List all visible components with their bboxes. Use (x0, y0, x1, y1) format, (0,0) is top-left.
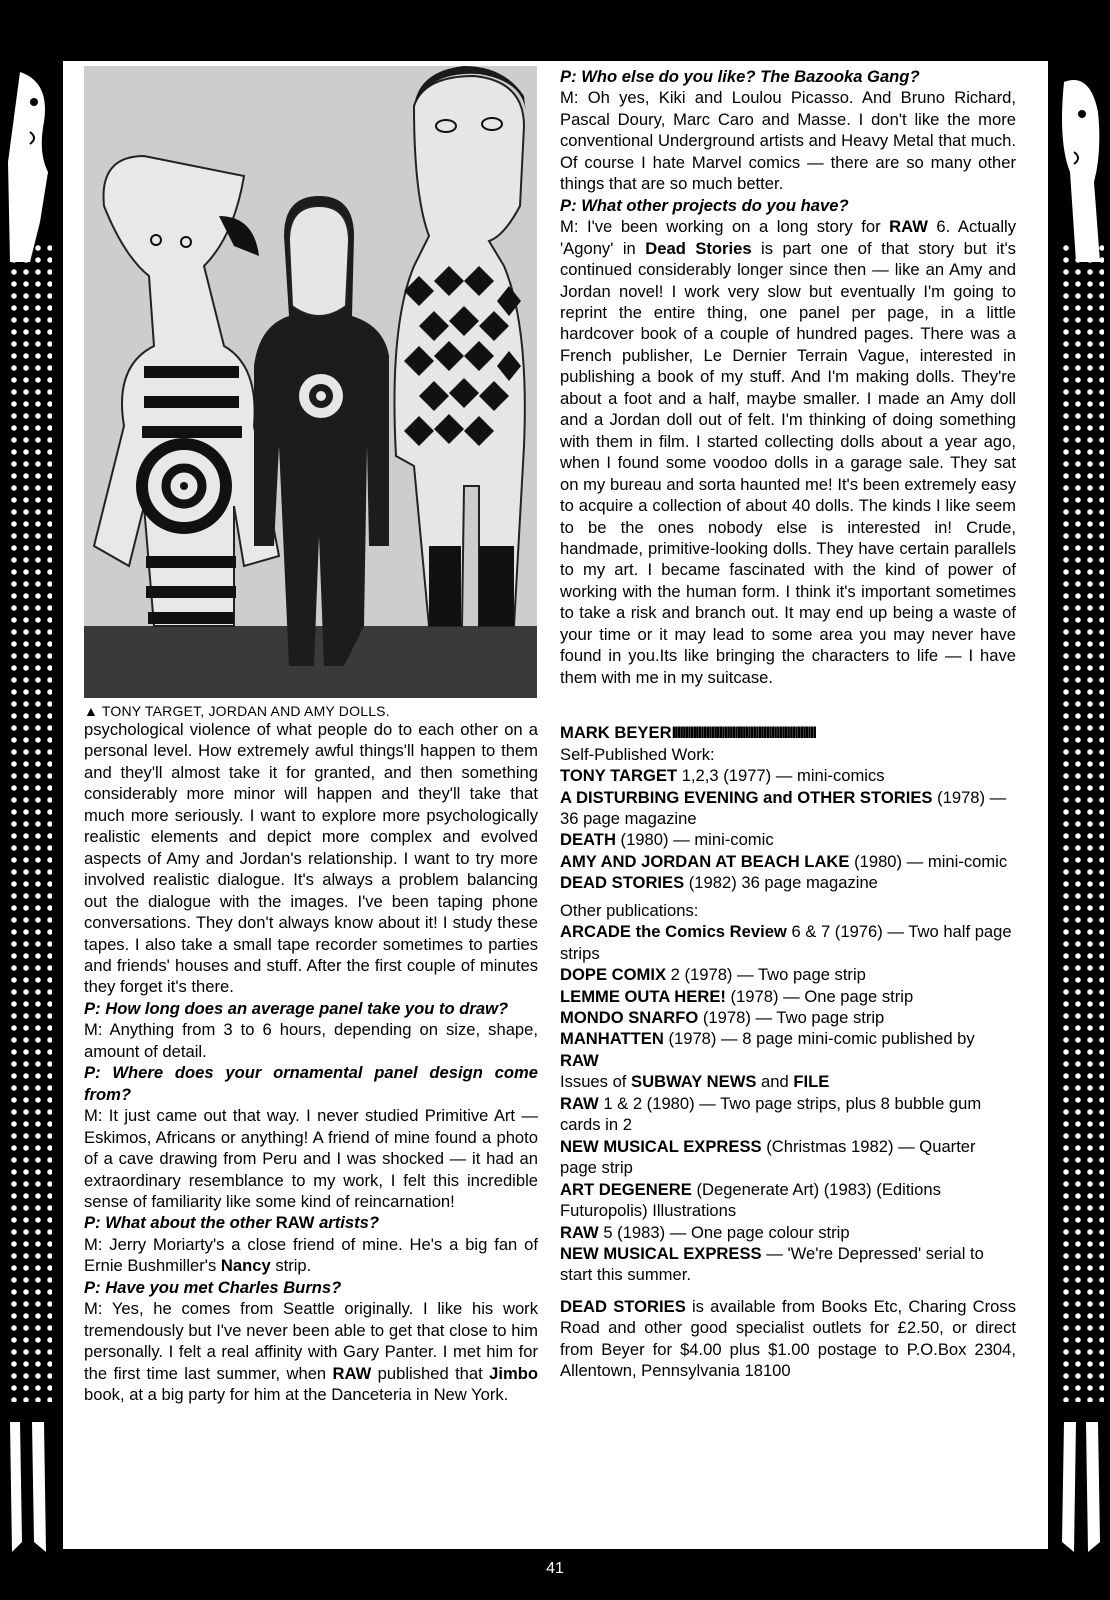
left-decorative-border (0, 62, 60, 1552)
left-column-text (84, 719, 538, 1406)
interview-answer: M: It just came out that way. I never studied Primitive Art — Eskimos, Africans or anything! A friend of mine found a photo of a cave drawing from Peru and I was shocked — it had an extraordinary resemblance to my work, I felt this incredible sense of familiarity like some kind of reincarnation! (84, 1106, 538, 1211)
interview-paragraph: psychological violence of what people do to each other on a personal level. How extremely awful things'll happen to them and they'll almost take it for granted, and then something considerably more minor will happen and they'll take that much more seriously. I want to explore more psychologically realistic elements and depict more complex and evolved aspects of Amy and Jordan's relationship. I want to try more involved realistic dialogue. It's always a problem balancing out the dialogue with the images. I've been taping phone conversations. They don't always know about it! I study these tapes. I also take a small tape recorder sometimes to parties and friends' houses and stuff. After the first couple of minutes they forget it's there. (84, 720, 538, 997)
self-published-label: Self-Published Work: (560, 744, 715, 764)
interview-answer: M: Anything from 3 to 6 hours, depending on size, shape, amount of detail. (84, 1020, 538, 1061)
publication-entry: NEW MUSICAL EXPRESS — 'We're Depressed' serial to start this summer. (560, 1244, 984, 1285)
publication-entry: RAW 1 & 2 (1980) — Two page strips, plus 8 bubble gum cards in 2 (560, 1093, 982, 1135)
dolls-photo (84, 66, 537, 698)
interview-answer: M: Yes, he comes from Seattle originally. I like his work tremendously but I've never been able to get that close to him personally. I felt a real affinity with Gary Panter. I met him for the first time last summer, when RAW published that Jimbo book, at a big party for him at the Danceteria in New York. (84, 1299, 538, 1405)
bibliography-heading: MARK BEYERIIIIIIIIIIIIIIIIIIIIIIIIIIIIIIIIIIIIIIIIIIIIIIIIIIIIIII (560, 723, 816, 743)
right-decorative-border (1050, 62, 1110, 1552)
publication-entry: A DISTURBING EVENING and OTHER STORIES (1978) — 36 page magazine (560, 787, 1007, 828)
interview-question: P: How long does an average panel take you to draw? (84, 998, 509, 1018)
face-illustration-icon (0, 62, 60, 262)
publication-entry: LEMME OUTA HERE! (1978) — One page strip (560, 986, 914, 1006)
publication-entry: AMY AND JORDAN AT BEACH LAKE (1980) — mini-comic (560, 851, 1008, 871)
magazine-page (63, 61, 1048, 1549)
publication-entry: TONY TARGET 1,2,3 (1977) — mini-comics (560, 766, 885, 786)
photo-caption: ▲ TONY TARGET, JORDAN AND AMY DOLLS. (84, 703, 390, 719)
interview-answer: M: Jerry Moriarty's a close friend of mine. He's a big fan of Ernie Bushmiller's Nancy strip. (84, 1234, 538, 1276)
publication-entry: DOPE COMIX 2 (1978) — Two page strip (560, 965, 866, 985)
self-published-list (560, 765, 1016, 894)
publication-entry: NEW MUSICAL EXPRESS (Christmas 1982) — Quarter page strip (560, 1136, 976, 1178)
interview-question: P: Have you met Charles Burns? (84, 1277, 342, 1297)
interview-question: P: Who else do you like? The Bazooka Gang? (560, 67, 920, 86)
dot-pattern (1060, 242, 1104, 1402)
interview-answer: M: I've been working on a long story for RAW 6. Actually 'Agony' in Dead Stories is part one of that story but it's continued considerably longer since then — like an Amy and Jordan novel! I work very slow but eventually I'm going to reprint the entire thing, one panel per page, in a little hardcover book of a couple of hundred pages. There was a French publisher, Le Dernier Terrain Vague, interested in publishing a book of my stuff. And I'm making dolls. They're about a foot and a half, maybe smaller. I made an Amy doll and a Jordan doll out of felt. I'm thinking of doing something with them in film. I started collecting dolls about a year ago, when I found some voodoo dolls in a garage sale. They sat on my bureau and sorta haunted me! It's been extremely easy to acquire a collection of about 40 dolls. The kinds I like seem to be the ones nobody else is interested in! Crude, handmade, primitive-looking dolls. They have certain parallels to my art. I became fascinated with the kind of power of working with the human form. I think it's important sometimes to take a risk and branch out. It may end up being a waste of your time or it may lead to some area you may never have found in you.Its like bringing the characters to life — I have them with me in my suitcase. (560, 217, 1016, 687)
other-publications-list (560, 921, 1016, 1286)
figure-legs-icon (0, 1402, 60, 1552)
publication-entry: DEATH (1980) — mini-comic (560, 830, 774, 850)
interview-question: P: What other projects do you have? (560, 195, 849, 215)
right-column-text (560, 66, 1016, 1382)
interview-question: P: Where does your ornamental panel design come from? (84, 1063, 538, 1104)
figure-legs-icon (1050, 1402, 1110, 1552)
interview-answer: M: Oh yes, Kiki and Loulou Picasso. And Bruno Richard, Pascal Doury, Marc Caro and Masse. I don't like the more conventional Underground artists and Heavy Metal that much. Of course I hate Marvel comics — there are so many other things that are so much better. (560, 88, 1016, 194)
dolls-illustration (84, 66, 537, 698)
page-number: 41 (546, 1560, 564, 1577)
availability-note: DEAD STORIES is available from Books Etc, Charing Cross Road and other good specialist outlets for £2.50, or direct from Beyer for $4.00 plus $1.00 postage to P.O.Box 2304, Allentown, Pennsylvania 18100 (560, 1296, 1016, 1381)
face-illustration-icon (1050, 62, 1110, 262)
publication-entry: MONDO SNARFO (1978) — Two page strip (560, 1008, 885, 1028)
publication-entry: ARCADE the Comics Review 6 & 7 (1976) — Two half page strips (560, 922, 1012, 963)
dot-pattern (8, 242, 52, 1402)
publication-entry: Issues of SUBWAY NEWS and FILE (560, 1072, 830, 1092)
publication-entry: DEAD STORIES (1982) 36 page magazine (560, 873, 878, 893)
other-publications-label: Other publications: (560, 900, 699, 920)
publication-entry: RAW 5 (1983) — One page colour strip (560, 1222, 850, 1242)
publication-entry: MANHATTEN (1978) — 8 page mini-comic published by RAW (560, 1029, 975, 1070)
interview-question: P: What about the other RAW artists? (84, 1213, 380, 1233)
publication-entry: ART DEGENERE (Degenerate Art) (1983) (Editions Futuropolis) Illustrations (560, 1179, 941, 1221)
